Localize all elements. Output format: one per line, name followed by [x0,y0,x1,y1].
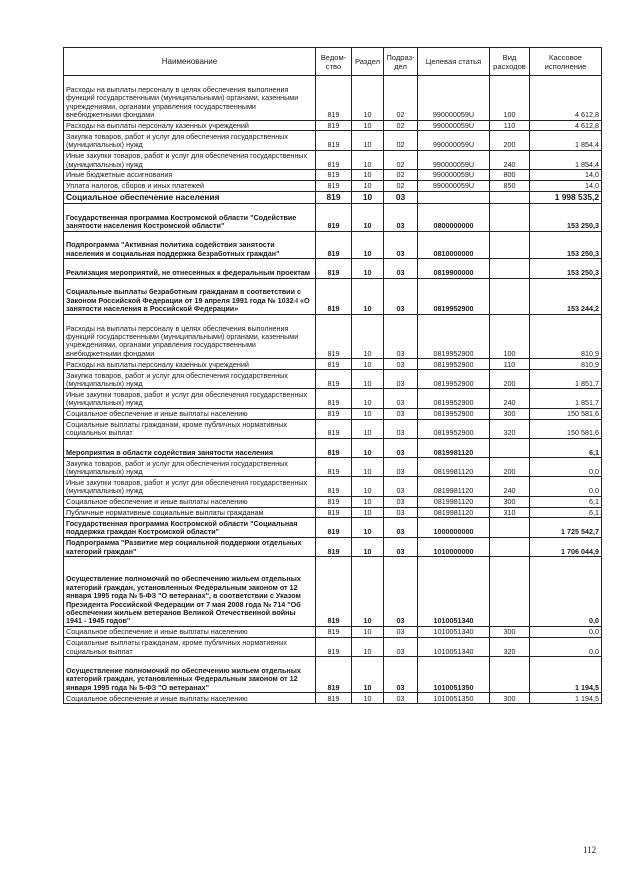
row-podr: 03 [384,518,418,537]
row-podr: 03 [384,496,418,507]
table-body [64,76,602,704]
table-row [64,693,602,704]
row-cel: 1010051350 [418,693,490,704]
row-razd: 10 [352,557,384,627]
row-vid [490,537,530,556]
row-vid: 110 [490,359,530,370]
table-row [64,656,602,692]
row-razd: 10 [352,693,384,704]
row-razd: 10 [352,180,384,191]
row-kas: 0,0 [530,458,602,477]
table-row [64,419,602,438]
header-vid: Вид расходов [490,48,530,76]
row-cel: 0810000000 [418,231,490,259]
row-ved: 819 [316,626,352,637]
row-razd: 10 [352,203,384,231]
row-razd: 10 [352,507,384,518]
table-row [64,370,602,389]
table-row [64,203,602,231]
header-kas: Кассовое исполнение [530,48,602,76]
row-ved: 819 [316,518,352,537]
row-razd: 10 [352,408,384,419]
row-vid [490,518,530,537]
row-podr: 02 [384,150,418,169]
table-row [64,408,602,419]
row-cel: 1010000000 [418,537,490,556]
row-kas: 6,1 [530,496,602,507]
row-vid [490,656,530,692]
row-razd: 10 [352,496,384,507]
row-razd: 10 [352,370,384,389]
row-name: Расходы на выплаты персоналу в целях обеспечения выполнения функций государственными (муниципальными) органами, казенными учреждениями, органами управления государственными внебюджетными фондами [64,76,316,121]
row-razd: 10 [352,419,384,438]
row-cel: 0819981120 [418,458,490,477]
row-name: Социальные выплаты гражданам, кроме публичных нормативных социальных выплат [64,637,316,656]
row-ved: 819 [316,419,352,438]
table-row [64,150,602,169]
row-razd: 10 [352,626,384,637]
row-name: Осуществление полномочий по обеспечению жильем отдельных категорий граждан, установленных Федеральным законом от 12 января 1995 года № 5-ФЗ "О ветеранах", в соответствии с Указом Президента Российской Федерации от 7 мая 2008 года № 714 "Об обеспечении жильем ветеранов Великой Отечественной войны 1941 - 1945 годов" [64,557,316,627]
table-row [64,314,602,359]
row-cel: 0819900000 [418,259,490,278]
row-name: Расходы на выплаты персоналу казенных учреждений [64,359,316,370]
table-row [64,518,602,537]
row-name: Социальное обеспечение и иные выплаты населению [64,496,316,507]
table-row [64,537,602,556]
row-ved: 819 [316,537,352,556]
row-name: Социальное обеспечение населения [64,191,316,203]
row-ved: 819 [316,180,352,191]
row-podr: 02 [384,76,418,121]
row-kas: 1 851,7 [530,389,602,408]
table-row [64,477,602,496]
row-cel: 0800000000 [418,203,490,231]
row-razd: 10 [352,537,384,556]
row-razd: 10 [352,169,384,180]
row-ved: 819 [316,370,352,389]
row-vid: 200 [490,458,530,477]
row-vid: 320 [490,637,530,656]
row-ved: 819 [316,150,352,169]
row-podr: 02 [384,180,418,191]
row-name: Социальное обеспечение и иные выплаты населению [64,693,316,704]
row-name: Государственная программа Костромской области "Содействие занятости населения Костромской области" [64,203,316,231]
row-podr: 03 [384,278,418,314]
row-vid: 240 [490,477,530,496]
row-vid: 320 [490,419,530,438]
table-row [64,76,602,121]
row-vid [490,231,530,259]
row-vid: 200 [490,370,530,389]
row-podr: 03 [384,203,418,231]
row-cel [418,191,490,203]
row-name: Осуществление полномочий по обеспечению жильем отдельных категорий граждан, установленных Федеральным законом от 12 января 1995 года № 5-ФЗ "О ветеранах" [64,656,316,692]
row-vid: 300 [490,693,530,704]
table-header-row [64,48,602,76]
row-razd: 10 [352,637,384,656]
row-vid: 240 [490,389,530,408]
row-name: Закупка товаров, работ и услуг для обеспечения государственных (муниципальных) нужд [64,458,316,477]
row-ved: 819 [316,389,352,408]
row-name: Расходы на выплаты персоналу казенных учреждений [64,120,316,131]
row-kas: 153 244,2 [530,278,602,314]
table-row [64,120,602,131]
row-razd: 10 [352,438,384,457]
header-razd: Раздел [352,48,384,76]
row-kas: 150 581,6 [530,408,602,419]
row-ved: 819 [316,438,352,457]
row-cel: 990000059U [418,120,490,131]
table-row [64,626,602,637]
row-name: Реализация мероприятий, не отнесенных к федеральным проектам [64,259,316,278]
row-cel: 990000059U [418,180,490,191]
row-vid [490,203,530,231]
row-cel: 0819981120 [418,507,490,518]
row-cel: 990000059U [418,131,490,150]
row-vid: 110 [490,120,530,131]
header-name: Наименование [64,48,316,76]
table-row [64,231,602,259]
row-cel: 1010051340 [418,557,490,627]
row-cel: 0819952900 [418,408,490,419]
row-podr: 03 [384,359,418,370]
row-vid [490,259,530,278]
table-row [64,458,602,477]
row-razd: 10 [352,259,384,278]
table-row [64,507,602,518]
row-ved: 819 [316,693,352,704]
row-razd: 10 [352,150,384,169]
row-podr: 03 [384,419,418,438]
row-razd: 10 [352,518,384,537]
budget-execution-table [63,47,602,704]
row-podr: 03 [384,370,418,389]
row-cel: 0819952900 [418,314,490,359]
row-name: Социальное обеспечение и иные выплаты населению [64,408,316,419]
row-ved: 819 [316,259,352,278]
row-name: Расходы на выплаты персоналу в целях обеспечения выполнения функций государственными (муниципальными) органами, казенными учреждениями, органами управления государственными внебюджетными фондами [64,314,316,359]
row-podr: 03 [384,408,418,419]
row-podr: 03 [384,259,418,278]
row-name: Подпрограмма "Развитие мер социальной поддержки отдельных категорий граждан" [64,537,316,556]
row-podr: 03 [384,458,418,477]
row-ved: 819 [316,169,352,180]
row-podr: 02 [384,131,418,150]
header-cel: Целевая статья [418,48,490,76]
table-row [64,278,602,314]
row-kas: 14,0 [530,169,602,180]
row-vid: 850 [490,180,530,191]
row-razd: 10 [352,477,384,496]
row-podr: 03 [384,626,418,637]
row-razd: 10 [352,191,384,203]
row-kas: 150 581,6 [530,419,602,438]
row-name: Социальные выплаты безработным гражданам в соответствии с Законом Российской Федерации от 19 апреля 1991 года № 1032-I «О занятости населения в Российской Федерации» [64,278,316,314]
row-podr: 03 [384,656,418,692]
row-vid: 310 [490,507,530,518]
row-razd: 10 [352,120,384,131]
row-kas: 153 250,3 [530,231,602,259]
row-kas: 1 194,5 [530,693,602,704]
row-kas: 0,0 [530,477,602,496]
row-name: Иные закупки товаров, работ и услуг для обеспечения государственных (муниципальных) нужд [64,389,316,408]
row-kas: 4 612,8 [530,120,602,131]
table-row [64,438,602,457]
row-razd: 10 [352,131,384,150]
row-name: Иные бюджетные ассигнования [64,169,316,180]
row-vid: 300 [490,408,530,419]
row-ved: 819 [316,408,352,419]
row-podr: 03 [384,191,418,203]
row-name: Закупка товаров, работ и услуг для обеспечения государственных (муниципальных) нужд [64,370,316,389]
row-razd: 10 [352,458,384,477]
table-row [64,557,602,627]
header-ved: Ведом-ство [316,48,352,76]
row-vid: 800 [490,169,530,180]
row-cel: 1010051350 [418,656,490,692]
row-podr: 03 [384,557,418,627]
row-ved: 819 [316,637,352,656]
row-razd: 10 [352,314,384,359]
row-podr: 03 [384,537,418,556]
row-vid: 300 [490,496,530,507]
row-kas: 0,0 [530,626,602,637]
row-cel: 0819952900 [418,278,490,314]
table-row [64,259,602,278]
row-podr: 03 [384,314,418,359]
row-kas: 153 250,3 [530,203,602,231]
row-razd: 10 [352,656,384,692]
row-name: Подпрограмма "Активная политика содействия занятости населения и социальная поддержка безработных граждан" [64,231,316,259]
row-ved: 819 [316,131,352,150]
table-row [64,359,602,370]
row-vid [490,438,530,457]
row-razd: 10 [352,389,384,408]
row-kas: 153 250,3 [530,259,602,278]
row-cel: 1010051340 [418,637,490,656]
row-kas: 4 612,8 [530,76,602,121]
row-podr: 03 [384,507,418,518]
row-podr: 02 [384,120,418,131]
row-ved: 819 [316,557,352,627]
row-kas: 1 706 044,9 [530,537,602,556]
row-vid: 240 [490,150,530,169]
row-razd: 10 [352,359,384,370]
row-kas: 14,0 [530,180,602,191]
row-kas: 0,0 [530,637,602,656]
row-vid: 300 [490,626,530,637]
row-vid: 200 [490,131,530,150]
row-razd: 10 [352,278,384,314]
row-cel: 990000059U [418,76,490,121]
table-row [64,637,602,656]
row-name: Социальные выплаты гражданам, кроме публичных нормативных социальных выплат [64,419,316,438]
row-podr: 02 [384,169,418,180]
row-ved: 819 [316,477,352,496]
row-cel: 1000000000 [418,518,490,537]
table-row [64,131,602,150]
row-kas: 0,0 [530,557,602,627]
row-vid [490,557,530,627]
table-row [64,496,602,507]
row-kas: 6,1 [530,507,602,518]
row-ved: 819 [316,656,352,692]
table-row [64,180,602,191]
row-name: Уплата налогов, сборов и иных платежей [64,180,316,191]
row-ved: 819 [316,120,352,131]
row-cel: 0819952900 [418,359,490,370]
row-cel: 0819952900 [418,389,490,408]
row-name: Государственная программа Костромской области "Социальная поддержка граждан Костромской области" [64,518,316,537]
row-cel: 1010051340 [418,626,490,637]
row-ved: 819 [316,231,352,259]
row-podr: 03 [384,477,418,496]
row-kas: 810,9 [530,314,602,359]
row-cel: 0819952900 [418,370,490,389]
row-kas: 1 725 542,7 [530,518,602,537]
row-podr: 03 [384,231,418,259]
row-ved: 819 [316,191,352,203]
row-kas: 1 194,5 [530,656,602,692]
row-cel: 0819981120 [418,438,490,457]
row-razd: 10 [352,231,384,259]
row-kas: 1 854,4 [530,131,602,150]
row-name: Публичные нормативные социальные выплаты гражданам [64,507,316,518]
header-podr: Подраз-дел [384,48,418,76]
row-ved: 819 [316,496,352,507]
row-cel: 0819981120 [418,496,490,507]
row-name: Иные закупки товаров, работ и услуг для обеспечения государственных (муниципальных) нужд [64,150,316,169]
row-vid: 100 [490,314,530,359]
row-name: Мероприятия в области содействия занятости населения [64,438,316,457]
row-ved: 819 [316,278,352,314]
row-kas: 810,9 [530,359,602,370]
table-row [64,389,602,408]
row-ved: 819 [316,76,352,121]
row-ved: 819 [316,458,352,477]
row-razd: 10 [352,76,384,121]
row-cel: 990000059U [418,169,490,180]
row-podr: 03 [384,693,418,704]
row-kas: 1 854,4 [530,150,602,169]
row-cel: 0819952900 [418,419,490,438]
row-vid [490,191,530,203]
row-ved: 819 [316,507,352,518]
row-podr: 03 [384,389,418,408]
row-kas: 6,1 [530,438,602,457]
page-number: 112 [583,845,597,855]
row-kas: 1 851,7 [530,370,602,389]
table-row [64,169,602,180]
table-row [64,191,602,203]
row-ved: 819 [316,359,352,370]
row-podr: 03 [384,438,418,457]
row-name: Иные закупки товаров, работ и услуг для обеспечения государственных (муниципальных) нужд [64,477,316,496]
row-ved: 819 [316,203,352,231]
row-cel: 990000059U [418,150,490,169]
row-vid [490,278,530,314]
row-name: Закупка товаров, работ и услуг для обеспечения государственных (муниципальных) нужд [64,131,316,150]
row-podr: 03 [384,637,418,656]
row-kas: 1 998 535,2 [530,191,602,203]
row-vid: 100 [490,76,530,121]
row-name: Социальное обеспечение и иные выплаты населению [64,626,316,637]
row-ved: 819 [316,314,352,359]
row-cel: 0819981120 [418,477,490,496]
